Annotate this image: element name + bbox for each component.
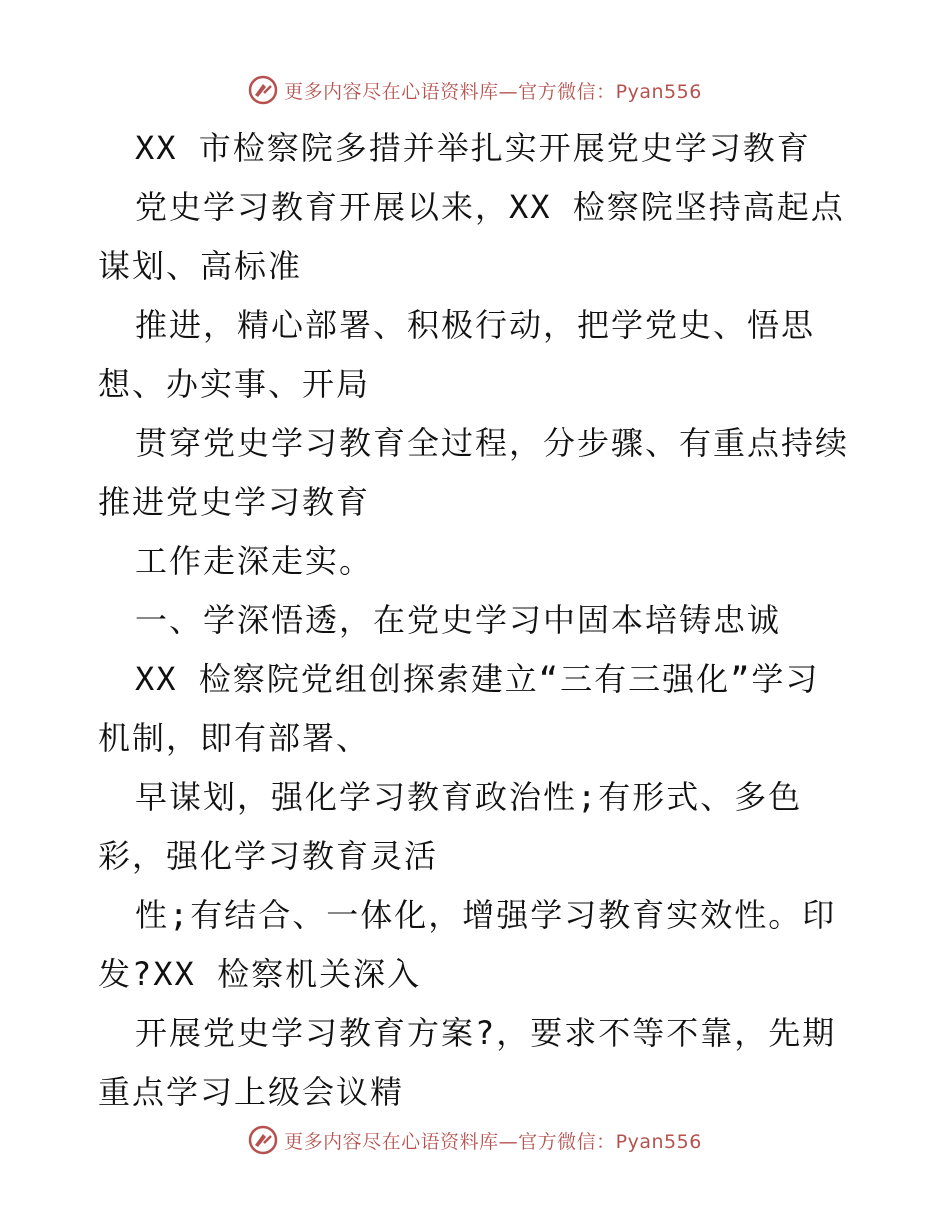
text-line: 开展党史学习教育方案?，要求不等不靠，先期 (135, 1014, 837, 1052)
book-pen-icon (248, 1125, 278, 1155)
text-line: 工作走深走实。 (135, 542, 374, 580)
text-line: 推进党史学习教育 (98, 483, 371, 521)
footer-watermark-banner (0, 1120, 950, 1160)
text-line: 机制，即有部署、 (98, 719, 371, 757)
section-heading: 一、学深悟透，在党史学习中固本培铸忠诚 (135, 601, 782, 639)
text-line: 早谋划，强化学习教育政治性;有形式、多色 (135, 778, 803, 816)
book-pen-icon (248, 75, 278, 105)
text-line: 推进，精心部署、积极行动，把学党史、悟思 (135, 306, 816, 344)
watermark-text: 更多内容尽在心语资料库—官方微信：Pyan556 (284, 1130, 702, 1153)
text-line: 彩，强化学习教育灵活 (98, 837, 439, 875)
text-line: 发?XX 检察机关深入 (98, 955, 422, 993)
header-watermark-banner (0, 70, 950, 110)
text-line: 重点学习上级会议精 (98, 1073, 405, 1111)
text-line: 性;有结合、一体化，增强学习教育实效性。印 (135, 896, 837, 934)
text-line: 想、办实事、开局 (98, 365, 371, 403)
watermark-text: 更多内容尽在心语资料库—官方微信：Pyan556 (284, 80, 702, 103)
text-line: XX 检察院党组创探索建立“三有三强化”学习 (135, 660, 820, 698)
text-line: 贯穿党史学习教育全过程，分步骤、有重点持续 (135, 424, 850, 462)
text-line: 谋划、高标准 (98, 247, 303, 285)
text-line: 党史学习教育开展以来，XX 检察院坚持高起点 (135, 188, 845, 226)
document-title: XX 市检察院多措并举扎实开展党史学习教育 (135, 129, 811, 167)
